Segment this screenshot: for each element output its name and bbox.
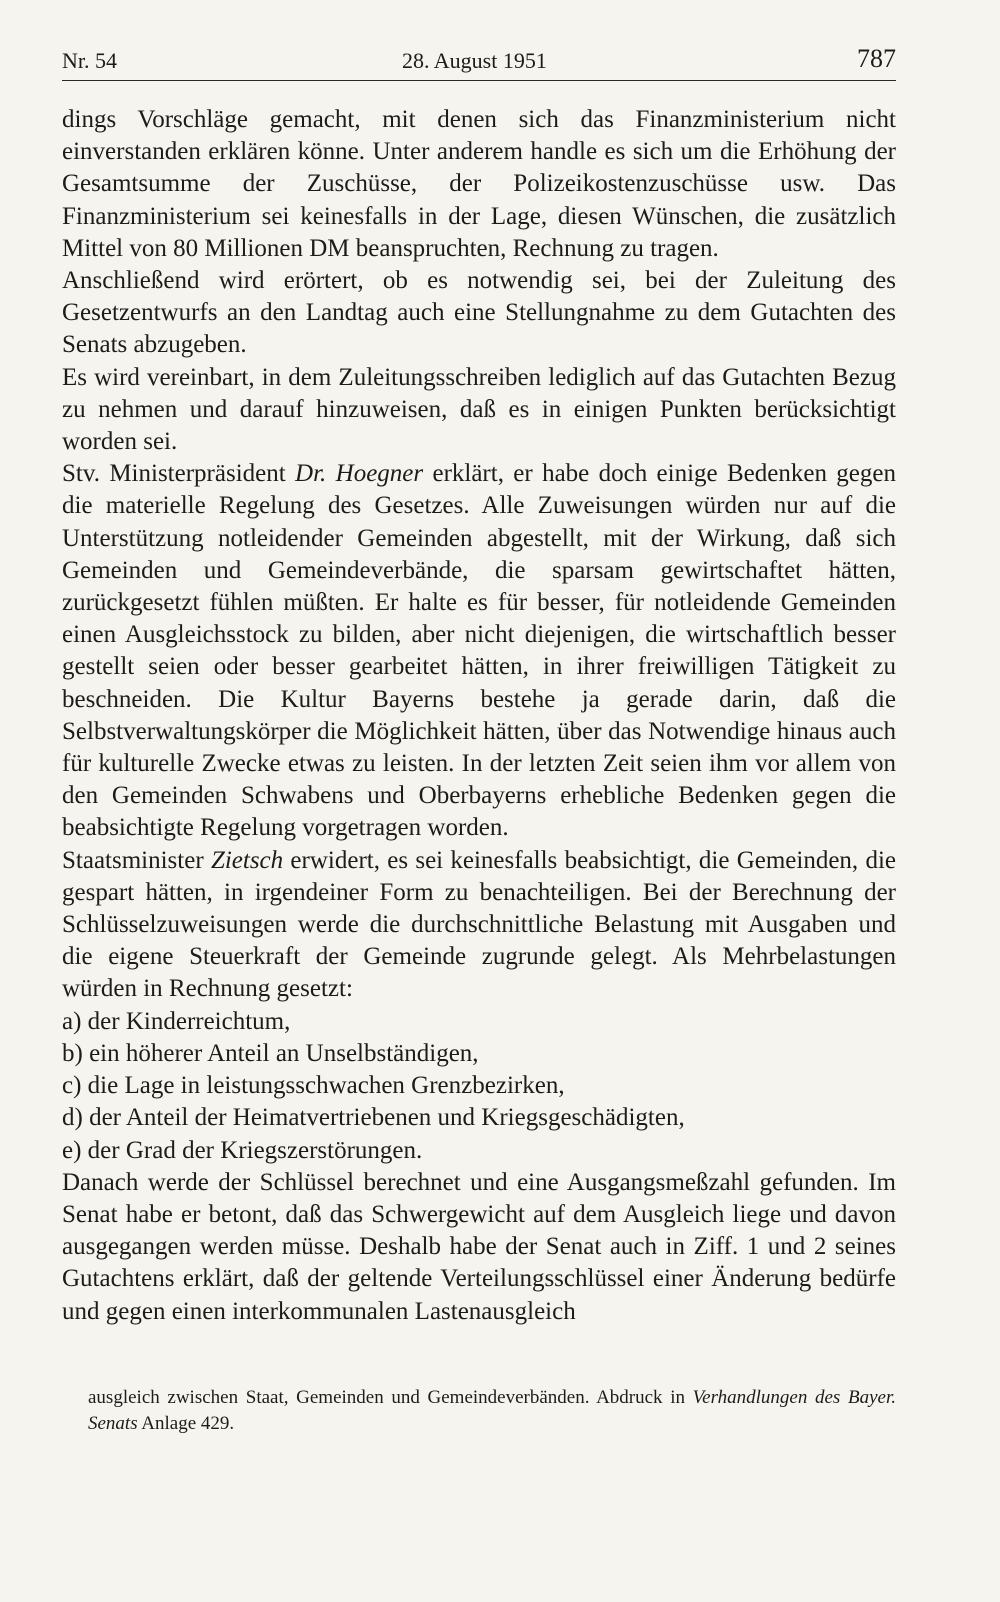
speaker-name: Dr. Hoegner <box>295 460 424 488</box>
header-rule <box>62 80 896 81</box>
paragraph-prefix: Stv. Ministerpräsident <box>62 460 296 488</box>
paragraph <box>62 845 896 1006</box>
page-header <box>62 44 896 78</box>
header-date: 28. August 1951 <box>402 48 547 73</box>
paragraph: Es wird vereinbart, in dem Zuleitungsschreiben lediglich auf das Gutachten Bezug zu nehmen und darauf hinzuweisen, daß es in einigen Punkten berücksichtigt worden sei. <box>62 363 896 456</box>
paragraph-rest: erklärt, er habe doch einige Bedenken gegen die materielle Regelung des Gesetzes. Alle Zuweisungen würden nur auf die Unterstützung notleidender Gemeinden abgestellt, mit der Wirkung, daß sich Gemeinden und Gemeindeverbände, die sparsam gewirtschaftet hätten, zurückgesetzt fühlen müßten. Er halte es für besser, für notleidende Gemeinden einen Ausgleichsstock zu bilden, aber nicht diejenigen, die wirtschaftlich besser gestellt seien oder besser gearbeitet hätten, in ihrer freiwilligen Tätigkeit zu beschneiden. Die Kultur Bayerns bestehe ja gerade darin, daß die Selbstverwaltungskörper die Möglichkeit hätten, über das Notwendige hinaus auch für kulturelle Zwecke etwas zu leisten. In der letzten Zeit seien ihm vor allem von den Gemeinden Schwabens und Oberbayerns erhebliche Bedenken gegen die beabsichtigte Regelung vorgetragen worden. <box>62 460 896 842</box>
page-number: 787 <box>857 44 896 73</box>
list-item: c) die Lage in leistungsschwachen Grenzbezirken, <box>62 1072 565 1100</box>
paragraph-prefix: Staatsminister <box>62 846 211 874</box>
burden-list <box>62 1006 896 1167</box>
footnote-suffix: Anlage 429. <box>137 1413 235 1434</box>
paragraph-rest: erwidert, es sei keinesfalls beabsichtigt, die Gemeinden, die gespart hätten, in irgendeiner Form zu benachteiligen. Bei der Berechnung der Schlüsselzuweisungen werde die durchschnittliche Belastung mit Ausgaben und die eigene Steuerkraft der Gemeinde zugrunde gelegt. Als Mehrbelastungen würden in Rechnung gesetzt: <box>62 846 896 1003</box>
issue-number: Nr. 54 <box>62 48 117 73</box>
body-text <box>62 104 896 1328</box>
paragraph: dings Vorschläge gemacht, mit denen sich das Finanzministerium nicht einverstanden erklären könne. Unter anderem handle es sich um die Erhöhung der Gesamtsumme der Zuschüsse, der Polizeikostenzuschüsse usw. Das Finanzministerium sei keinesfalls in der Lage, diesen Wünschen, die zusätzlich Mittel von 80 Millionen DM beanspruchten, Rechnung zu tragen. <box>62 106 896 262</box>
paragraph <box>62 458 896 844</box>
paragraph: Danach werde der Schlüssel berechnet und eine Ausgangsmeßzahl gefunden. Im Senat habe er betont, daß das Schwergewicht auf dem Ausgleich liege und davon ausgegangen werden müsse. Deshalb habe der Senat auch in Ziff. 1 und 2 seines Gutachtens erklärt, daß der geltende Verteilungsschlüssel einer Änderung bedürfe und gegen einen interkommunalen Lastenausgleich <box>62 1168 896 1325</box>
paragraph: Anschließend wird erörtert, ob es notwendig sei, bei der Zuleitung des Gesetzentwurfs an den Landtag auch eine Stellungnahme zu dem Gutachten des Senats abzugeben. <box>62 267 896 359</box>
footnote-text: ausgleich zwischen Staat, Gemeinden und Gemeindeverbänden. Abdruck in <box>88 1387 693 1408</box>
list-item: a) der Kinderreichtum, <box>62 1007 291 1035</box>
list-item: e) der Grad der Kriegszerstörungen. <box>62 1136 423 1164</box>
footnote-title: Verhandlungen des Bayer. Senats <box>88 1387 896 1434</box>
list-item: d) der Anteil der Heimatvertriebenen und Kriegsgeschädigten, <box>62 1104 685 1132</box>
list-item: b) ein höherer Anteil an Unselbständigen, <box>62 1039 479 1067</box>
speaker-name: Zietsch <box>210 846 284 874</box>
footnote <box>88 1385 896 1437</box>
